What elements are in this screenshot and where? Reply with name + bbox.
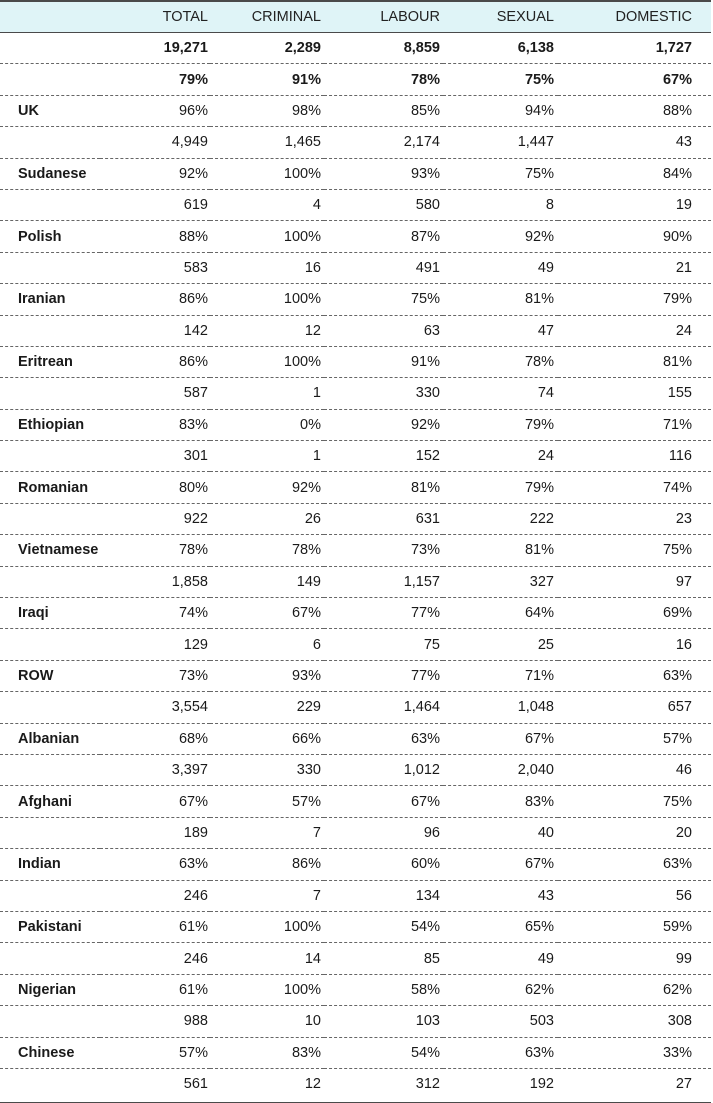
cell-domestic: 88% xyxy=(558,95,711,126)
cell-criminal: 92% xyxy=(210,472,324,503)
cell-total: 142 xyxy=(100,315,210,346)
cell-sexual: 92% xyxy=(443,221,558,252)
cell-labour: 96 xyxy=(324,817,443,848)
cell-labour: 491 xyxy=(324,252,443,283)
cell-criminal: 2,289 xyxy=(210,33,324,64)
table-row-counts xyxy=(0,880,711,911)
cell-sexual: 24 xyxy=(443,441,558,472)
cell-sexual: 79% xyxy=(443,409,558,440)
cell-criminal: 330 xyxy=(210,754,324,785)
cell-total: 3,397 xyxy=(100,754,210,785)
row-label xyxy=(0,33,100,64)
table-row-pct xyxy=(0,346,711,377)
cell-labour: 58% xyxy=(324,974,443,1005)
cell-domestic: 155 xyxy=(558,378,711,409)
cell-domestic: 63% xyxy=(558,849,711,880)
table-row-pct xyxy=(0,598,711,629)
header-cell-labour: LABOUR xyxy=(324,2,443,33)
cell-labour: 73% xyxy=(324,535,443,566)
cell-sexual: 71% xyxy=(443,660,558,691)
cell-sexual: 74 xyxy=(443,378,558,409)
cell-sexual: 67% xyxy=(443,723,558,754)
cell-domestic: 57% xyxy=(558,723,711,754)
cell-labour: 54% xyxy=(324,911,443,942)
cell-labour: 63% xyxy=(324,723,443,754)
table-row-counts xyxy=(0,817,711,848)
cell-criminal: 1,465 xyxy=(210,127,324,158)
cell-criminal: 7 xyxy=(210,817,324,848)
cell-labour: 1,012 xyxy=(324,754,443,785)
table-row-pct xyxy=(0,786,711,817)
cell-total: 587 xyxy=(100,378,210,409)
cell-criminal: 0% xyxy=(210,409,324,440)
table-row-pct xyxy=(0,723,711,754)
cell-total: 63% xyxy=(100,849,210,880)
table-row-counts xyxy=(0,441,711,472)
cell-sexual: 81% xyxy=(443,284,558,315)
cell-total: 3,554 xyxy=(100,692,210,723)
cell-total: 80% xyxy=(100,472,210,503)
table-row-counts xyxy=(0,503,711,534)
row-label: Iranian xyxy=(0,284,100,315)
cell-criminal: 57% xyxy=(210,786,324,817)
row-label: Afghani xyxy=(0,786,100,817)
cell-total: 301 xyxy=(100,441,210,472)
cell-total: 19,271 xyxy=(100,33,210,64)
row-label xyxy=(0,629,100,660)
cell-criminal: 12 xyxy=(304,1076,321,1093)
table-row-pct xyxy=(0,849,711,880)
cell-domestic: 16 xyxy=(558,629,711,660)
cell-criminal: 100% xyxy=(210,284,324,315)
table-row-counts xyxy=(0,629,711,660)
row-label: Sudanese xyxy=(0,158,100,189)
cell-sexual: 49 xyxy=(443,943,558,974)
header-row xyxy=(0,2,711,33)
cell-criminal: 26 xyxy=(210,503,324,534)
cell-domestic: 33% xyxy=(558,1037,711,1068)
cell-sexual: 2,040 xyxy=(443,754,558,785)
cell-domestic: 657 xyxy=(558,692,711,723)
row-label xyxy=(0,692,100,723)
cell-sexual: 75% xyxy=(443,158,558,189)
table-row-counts xyxy=(0,127,711,158)
cell-total: 189 xyxy=(100,817,210,848)
cell-criminal: 83% xyxy=(210,1037,324,1068)
table-row-counts xyxy=(0,1068,711,1099)
cell-labour: 8,859 xyxy=(324,33,443,64)
row-label: Eritrean xyxy=(0,346,100,377)
table-row-pct xyxy=(0,472,711,503)
cell-labour: 75 xyxy=(324,629,443,660)
row-label: Polish xyxy=(0,221,100,252)
row-label xyxy=(0,880,100,911)
row-label xyxy=(0,1006,100,1037)
cell-criminal: 100% xyxy=(210,346,324,377)
cell-domestic: 75% xyxy=(558,786,711,817)
row-label xyxy=(0,315,100,346)
cell-total: 619 xyxy=(100,189,210,220)
cell-domestic: 97 xyxy=(558,566,711,597)
cell-domestic: 20 xyxy=(558,817,711,848)
cell-criminal: 229 xyxy=(210,692,324,723)
row-label: Albanian xyxy=(0,723,100,754)
cell-total: 92% xyxy=(100,158,210,189)
summary-pct-row xyxy=(0,64,711,95)
cell-labour: 312 xyxy=(415,1076,440,1093)
cell-sexual: 43 xyxy=(443,880,558,911)
cell-domestic: 63% xyxy=(558,660,711,691)
cell-sexual: 65% xyxy=(443,911,558,942)
cell-criminal: 7 xyxy=(210,880,324,911)
table-row-counts xyxy=(0,252,711,283)
cell-total: 79% xyxy=(100,64,210,95)
cell-total: 78% xyxy=(100,535,210,566)
cell-total: 61% xyxy=(100,911,210,942)
cell-labour: 85 xyxy=(324,943,443,974)
cell-criminal: 100% xyxy=(210,221,324,252)
cell-criminal: 149 xyxy=(210,566,324,597)
table-row-counts xyxy=(0,1006,711,1037)
cell-sexual: 83% xyxy=(443,786,558,817)
cell-sexual: 62% xyxy=(443,974,558,1005)
cell-criminal: 93% xyxy=(210,660,324,691)
cell-sexual: 222 xyxy=(443,503,558,534)
cell-labour: 1,464 xyxy=(324,692,443,723)
cell-domestic: 308 xyxy=(558,1006,711,1037)
header-cell-label xyxy=(0,2,100,33)
row-label xyxy=(0,503,100,534)
cell-criminal: 98% xyxy=(210,95,324,126)
cell-sexual: 8 xyxy=(443,189,558,220)
cell-criminal: 86% xyxy=(210,849,324,880)
cell-labour: 330 xyxy=(324,378,443,409)
cell-domestic: 71% xyxy=(558,409,711,440)
cell-total: 1,858 xyxy=(100,566,210,597)
cell-criminal: 66% xyxy=(210,723,324,754)
cell-criminal: 6 xyxy=(210,629,324,660)
cell-criminal: 1 xyxy=(210,378,324,409)
row-label: Vietnamese xyxy=(0,535,100,566)
cell-domestic: 84% xyxy=(558,158,711,189)
cell-domestic: 23 xyxy=(558,503,711,534)
cell-labour: 67% xyxy=(324,786,443,817)
cell-criminal: 14 xyxy=(210,943,324,974)
cell-sexual: 63% xyxy=(443,1037,558,1068)
table-row-counts xyxy=(0,566,711,597)
cell-sexual: 1,048 xyxy=(443,692,558,723)
cell-total: 73% xyxy=(100,660,210,691)
cell-criminal: 91% xyxy=(210,64,324,95)
cell-labour: 103 xyxy=(324,1006,443,1037)
cell-domestic: 75% xyxy=(558,535,711,566)
cell-total: 86% xyxy=(100,284,210,315)
table-row-counts xyxy=(0,378,711,409)
table-row-counts xyxy=(0,315,711,346)
cell-domestic: 46 xyxy=(558,754,711,785)
table-row-pct xyxy=(0,221,711,252)
cell-domestic: 1,727 xyxy=(558,33,711,64)
row-label: Iraqi xyxy=(0,598,100,629)
cell-total: 86% xyxy=(100,346,210,377)
header-cell-sexual: SEXUAL xyxy=(443,2,558,33)
cell-total: 83% xyxy=(100,409,210,440)
cell-labour: 93% xyxy=(324,158,443,189)
cell-criminal: 10 xyxy=(210,1006,324,1037)
cell-total: 129 xyxy=(100,629,210,660)
row-label: Chinese xyxy=(0,1037,100,1068)
cell-domestic: 67% xyxy=(558,64,711,95)
cell-sexual: 78% xyxy=(443,346,558,377)
row-label xyxy=(0,1068,100,1099)
row-label xyxy=(0,378,100,409)
row-label: Ethiopian xyxy=(0,409,100,440)
cell-sexual: 503 xyxy=(443,1006,558,1037)
cell-labour: 75% xyxy=(324,284,443,315)
row-label xyxy=(0,64,100,95)
cell-labour: 631 xyxy=(324,503,443,534)
table-row-pct xyxy=(0,158,711,189)
cell-domestic: 69% xyxy=(558,598,711,629)
cell-labour: 92% xyxy=(324,409,443,440)
header-cell-criminal: CRIMINAL xyxy=(210,2,324,33)
row-label: ROW xyxy=(0,660,100,691)
cell-criminal: 100% xyxy=(210,911,324,942)
cell-labour: 91% xyxy=(324,346,443,377)
row-label: Indian xyxy=(0,849,100,880)
cell-total: 922 xyxy=(100,503,210,534)
table-row-counts xyxy=(0,692,711,723)
cell-domestic: 79% xyxy=(558,284,711,315)
cell-labour: 63 xyxy=(324,315,443,346)
cell-domestic: 21 xyxy=(558,252,711,283)
cell-sexual: 25 xyxy=(443,629,558,660)
cell-labour: 85% xyxy=(324,95,443,126)
cell-domestic: 90% xyxy=(558,221,711,252)
table-row-pct xyxy=(0,409,711,440)
cell-labour: 81% xyxy=(324,472,443,503)
cell-labour: 87% xyxy=(324,221,443,252)
cell-criminal: 100% xyxy=(210,974,324,1005)
summary-counts-row xyxy=(0,33,711,64)
cell-domestic: 59% xyxy=(558,911,711,942)
cell-total: 583 xyxy=(100,252,210,283)
cell-total: 246 xyxy=(100,943,210,974)
cell-total: 246 xyxy=(100,880,210,911)
table-row-counts xyxy=(0,754,711,785)
cell-total: 988 xyxy=(100,1006,210,1037)
cell-labour: 580 xyxy=(324,189,443,220)
cell-domestic: 43 xyxy=(558,127,711,158)
table-row-counts xyxy=(0,943,711,974)
cell-criminal: 100% xyxy=(210,158,324,189)
cell-labour: 2,174 xyxy=(324,127,443,158)
cell-labour: 60% xyxy=(324,849,443,880)
cell-sexual: 327 xyxy=(443,566,558,597)
cell-sexual: 6,138 xyxy=(443,33,558,64)
cell-labour: 152 xyxy=(324,441,443,472)
data-table xyxy=(0,2,711,1099)
cell-sexual: 94% xyxy=(443,95,558,126)
cell-sexual: 49 xyxy=(443,252,558,283)
cell-domestic: 74% xyxy=(558,472,711,503)
row-label: Nigerian xyxy=(0,974,100,1005)
cell-criminal: 4 xyxy=(210,189,324,220)
cell-total: 67% xyxy=(100,786,210,817)
cell-criminal: 78% xyxy=(210,535,324,566)
cell-sexual: 47 xyxy=(443,315,558,346)
cell-total: 74% xyxy=(100,598,210,629)
cell-total: 96% xyxy=(100,95,210,126)
cell-sexual: 81% xyxy=(443,535,558,566)
row-label xyxy=(0,566,100,597)
cell-criminal: 1 xyxy=(210,441,324,472)
table-row-pct xyxy=(0,974,711,1005)
cell-total: 88% xyxy=(100,221,210,252)
cell-domestic: 27 xyxy=(675,1076,692,1093)
table-row-pct xyxy=(0,284,711,315)
table-row-pct xyxy=(0,660,711,691)
row-label: UK xyxy=(0,95,100,126)
table-row-pct xyxy=(0,911,711,942)
row-label: Romanian xyxy=(0,472,100,503)
table-row-pct xyxy=(0,535,711,566)
cell-domestic: 116 xyxy=(558,441,711,472)
cell-domestic: 99 xyxy=(558,943,711,974)
cell-domestic: 81% xyxy=(558,346,711,377)
cell-domestic: 62% xyxy=(558,974,711,1005)
row-label xyxy=(0,127,100,158)
cell-labour: 78% xyxy=(324,64,443,95)
table-row-pct xyxy=(0,1037,711,1068)
row-label xyxy=(0,754,100,785)
table-row-counts xyxy=(0,189,711,220)
table-row-pct xyxy=(0,95,711,126)
cell-criminal: 12 xyxy=(210,315,324,346)
cell-domestic: 24 xyxy=(558,315,711,346)
cell-labour: 77% xyxy=(324,660,443,691)
cell-sexual: 192 xyxy=(529,1076,554,1093)
cell-labour: 134 xyxy=(324,880,443,911)
cell-labour: 1,157 xyxy=(324,566,443,597)
row-label xyxy=(0,252,100,283)
cell-sexual: 40 xyxy=(443,817,558,848)
cell-total: 57% xyxy=(100,1037,210,1068)
cell-criminal: 67% xyxy=(210,598,324,629)
cell-total: 68% xyxy=(100,723,210,754)
cell-sexual: 64% xyxy=(443,598,558,629)
row-label xyxy=(0,817,100,848)
header-cell-total: TOTAL xyxy=(100,2,210,33)
cell-sexual: 1,447 xyxy=(443,127,558,158)
cell-domestic: 19 xyxy=(558,189,711,220)
row-label xyxy=(0,189,100,220)
cell-sexual: 79% xyxy=(443,472,558,503)
cell-total: 4,949 xyxy=(100,127,210,158)
row-label xyxy=(0,943,100,974)
cell-labour: 77% xyxy=(324,598,443,629)
cell-criminal: 16 xyxy=(210,252,324,283)
cell-total: 561 xyxy=(183,1076,208,1093)
cell-sexual: 67% xyxy=(443,849,558,880)
header-cell-domestic: DOMESTIC xyxy=(558,2,711,33)
cell-sexual: 75% xyxy=(443,64,558,95)
row-label xyxy=(0,441,100,472)
cell-labour: 54% xyxy=(324,1037,443,1068)
cell-domestic: 56 xyxy=(558,880,711,911)
cell-total: 61% xyxy=(100,974,210,1005)
row-label: Pakistani xyxy=(0,911,100,942)
